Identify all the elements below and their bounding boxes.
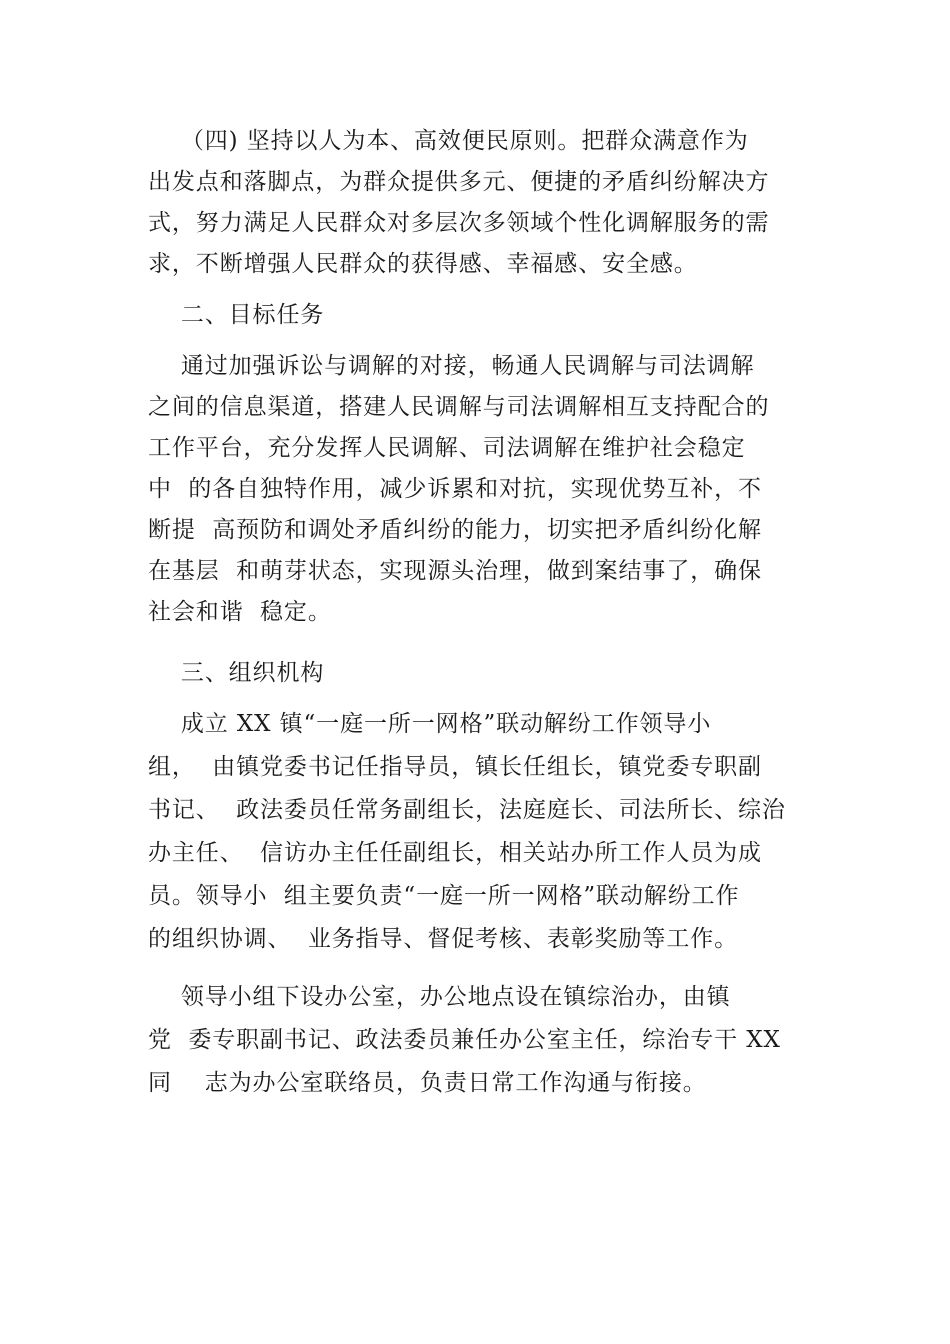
paragraph-line: 组， 由镇党委书记任指导员，镇长任组长，镇党委专职副 [148,754,762,780]
paragraph-line: 通过加强诉讼与调解的对接，畅通人民调解与司法调解 [148,353,755,379]
paragraph-line: 断提 高预防和调处矛盾纠纷的能力，切实把矛盾纠纷化解 [148,517,762,543]
section-heading: 二、目标任务 [148,302,325,328]
paragraph-line: 工作平台，充分发挥人民调解、司法调解在维护社会稳定 [148,435,746,461]
paragraph-line: 出发点和落脚点，为群众提供多元、便捷的矛盾纠纷解决方 [148,169,770,195]
paragraph-line: 成立 XX 镇“一庭一所一网格”联动解纷工作领导小 [148,711,712,737]
paragraph-line: 之间的信息渠道，搭建人民调解与司法调解相互支持配合的 [148,394,770,420]
paragraph-line: （四) 坚持以人为本、高效便民原则。把群众满意作为 [148,128,749,154]
paragraph-line: 同 志为办公室联络员，负责日常工作沟通与衔接。 [148,1070,707,1096]
paragraph-line: 在基层 和萌芽状态，实现源头治理，做到案结事了，确保 [148,558,762,584]
paragraph-line: 求，不断增强人民群众的获得感、幸福感、安全感。 [148,251,698,277]
paragraph-line: 领导小组下设办公室，办公地点设在镇综治办，由镇 [148,984,731,1010]
paragraph-line: 社会和谐 稳定。 [148,599,332,625]
paragraph-line: 党 委专职副书记、政法委员兼任办公室主任，综治专干 XX [148,1027,781,1053]
paragraph-line: 办主任、 信访办主任任副组长，相关站办所工作人员为成 [148,840,762,866]
paragraph-line: 中 的各自独特作用，减少诉累和对抗，实现优势互补，不 [148,476,762,502]
paragraph-line: 的组织协调、 业务指导、督促考核、表彰奖励等工作。 [148,926,739,952]
paragraph-line: 式，努力满足人民群众对多层次多领域个性化调解服务的需 [148,210,770,236]
paragraph-line: 书记、 政法委员任常务副组长，法庭庭长、司法所长、综治 [148,797,786,823]
section-heading: 三、组织机构 [148,660,325,686]
paragraph-line: 员。领导小 组主要负责“一庭一所一网格”联动解纷工作 [148,883,740,909]
